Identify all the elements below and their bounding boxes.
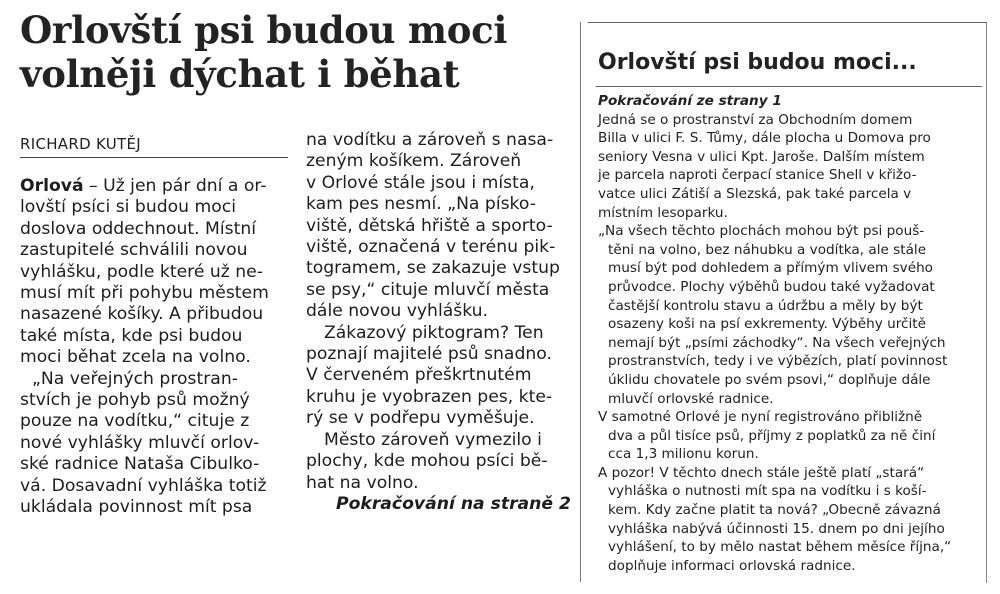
author-byline: RICHARD KUTĚJ bbox=[20, 135, 141, 153]
text-line: vatce ulici Zátiší a Slezská, pak také parcela v bbox=[598, 185, 912, 202]
column-divider bbox=[580, 22, 581, 582]
text-line: v Orlové stále jsou i místa, bbox=[306, 172, 535, 193]
text-line: A pozor! V těchto dnech stále ještě platí „stará“ bbox=[598, 464, 925, 481]
text-line: musí být pod dohledem a přímým vlivem svého bbox=[608, 260, 934, 277]
text-line: V samotné Orlové je nyní registrováno přibližně bbox=[598, 409, 923, 426]
text-line: nemají být „psími záchodky“. Na všech veřejných bbox=[608, 334, 946, 351]
dateline: Orlová bbox=[20, 176, 84, 196]
text-line: častější kontrolu stavu a údržbu a měly by být bbox=[608, 297, 923, 314]
text-line: moci běhat zcela na volno. bbox=[20, 347, 251, 368]
text-line: vyhláška nabývá účinnosti 15. dnem po dni jejího bbox=[608, 520, 945, 537]
text-line: dále novou vyhlášku. bbox=[306, 301, 488, 322]
continued-headline-rule bbox=[596, 86, 982, 87]
text-line: doslova oddechnout. Místní bbox=[20, 218, 257, 239]
text-line: mluvčí orlovské radnice. bbox=[608, 390, 774, 407]
text-line: V červeném přeškrtnutém bbox=[306, 365, 532, 386]
text-line: také místa, kde psi budou bbox=[20, 325, 243, 346]
text-line: poznají majitelé psů snadno. bbox=[306, 344, 552, 365]
text-line: Město zároveň vymezilo i bbox=[324, 429, 542, 450]
text-line: togramem, se zakazuje vstup bbox=[306, 258, 560, 279]
text-line: osazeny koši na psí exkrementy. Výběhy určitě bbox=[608, 316, 926, 333]
text-line: vyhláška o nutnosti mít spa na vodítku i s koší- bbox=[608, 483, 927, 500]
text-line: na vodítku a zároveň s nasa- bbox=[306, 130, 554, 150]
text-line: pouze na vodítku,“ cituje z bbox=[20, 411, 250, 432]
text-line: vyhlášku, podle které už ne- bbox=[20, 261, 263, 282]
text-line: Zákazový piktogram? Ten bbox=[324, 322, 544, 343]
text-line: ské radnice Nataša Cibulko- bbox=[20, 454, 260, 475]
text-line: místním lesoparku. bbox=[598, 204, 728, 221]
text-line: cca 1,3 milionu korun. bbox=[608, 446, 759, 463]
byline-divider bbox=[20, 157, 288, 158]
text-line: Billa v ulici F. S. Tůmy, dále plocha u Domova pro bbox=[598, 130, 931, 147]
text-line: hat na volno. bbox=[306, 472, 419, 493]
text-line: se psy,“ cituje mluvčí města bbox=[306, 279, 550, 300]
text-line: kruhu je vyobrazen pes, kte- bbox=[306, 386, 553, 407]
text-line: viště, označená v terénu pik- bbox=[306, 237, 556, 258]
text-line: těni na volno, bez náhubku a vodítka, ale stále bbox=[608, 241, 927, 258]
text-line: ukládala povinnost mít psa bbox=[20, 497, 253, 518]
text-line: stvích je pohyb psů možný bbox=[20, 390, 250, 411]
headline-line: Orlovští psi budou moci bbox=[20, 8, 508, 52]
article-column-1 bbox=[20, 176, 269, 519]
text-line: dva a půl tisíce psů, příjmy z poplatků za ně činí bbox=[608, 427, 936, 444]
text-line: doplňuje informaci orlovská radnice. bbox=[608, 557, 856, 574]
text-line: vá. Dosavadní vyhláška totiž bbox=[20, 475, 267, 496]
text-line: Orlová – Už jen pár dní a or- bbox=[20, 176, 267, 196]
headline-line: volněji dýchat i běhat bbox=[20, 52, 460, 96]
text-line: nasazené košíky. A přibudou bbox=[20, 304, 264, 325]
text-line: lovští psíci si budou moci bbox=[20, 197, 236, 218]
continued-headline: Orlovští psi budou moci... bbox=[598, 50, 917, 75]
text-line: je parcela naproti čerpací stanice Shell v křižo- bbox=[598, 167, 917, 184]
text-line: plochy, kde mohou psíci bě- bbox=[306, 451, 548, 472]
text-line: seniory Vesna v ulici Kpt. Jaroše. Dalším místem bbox=[598, 148, 925, 165]
text-line: rý se v podřepu vyměšuje. bbox=[306, 408, 535, 429]
text-line: zeným košíkem. Zároveň bbox=[306, 151, 522, 172]
text-line: viště, dětská hřiště a sporto- bbox=[306, 215, 553, 236]
text-line: nové vyhlášky mluvčí orlov- bbox=[20, 432, 260, 453]
text-line: úklidu chovatele po svém psovi,“ doplňuje dále bbox=[608, 371, 931, 388]
text-line: Jedná se o prostranství za Obchodním domem bbox=[598, 111, 913, 128]
text-line: průvodce. Plochy výběhů budou také vyžadovat bbox=[608, 278, 935, 295]
text-line: „Na všech těchto plochách mohou být psi pouš- bbox=[598, 223, 925, 240]
text-line: „Na veřejných prostran- bbox=[32, 368, 238, 389]
text-line: zastupitelé schválili novou bbox=[20, 240, 248, 261]
text-line: musí mít při pohybu městem bbox=[20, 283, 269, 304]
continued-article-body bbox=[598, 92, 951, 575]
article-headline bbox=[20, 8, 580, 96]
text-line: kem. Kdy začne platit ta nová? „Obecně závazná bbox=[608, 502, 941, 519]
article-column-2 bbox=[306, 130, 571, 515]
continuation-link[interactable]: Pokračování na straně 2 bbox=[336, 493, 571, 514]
continued-from-label: Pokračování ze strany 1 bbox=[598, 93, 782, 109]
text-line: kam pes nesmí. „Na písko- bbox=[306, 194, 536, 215]
text-line: prostranstvích, tedy i ve výbězích, platí povinnost bbox=[608, 353, 948, 370]
text-line: vyhlášení, to by mělo nastat během měsíce října,“ bbox=[608, 539, 952, 556]
